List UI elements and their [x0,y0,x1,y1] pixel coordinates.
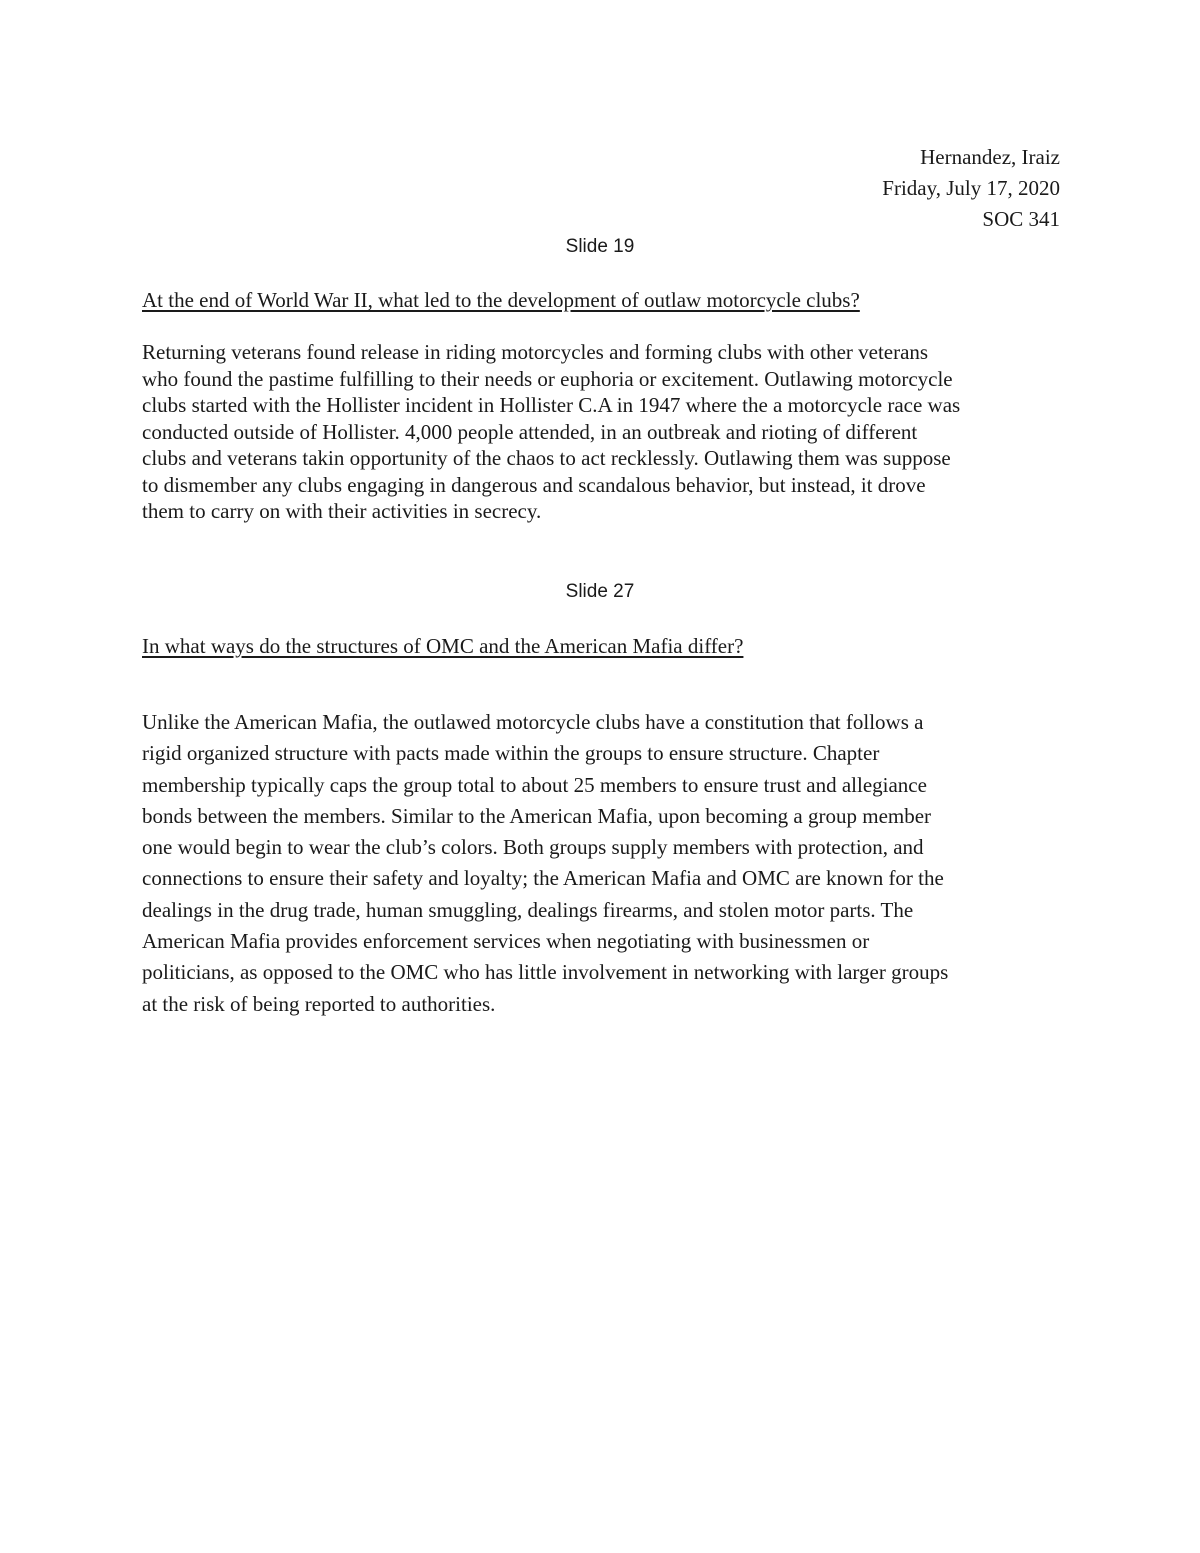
slide-label-1: Slide 19 [565,236,635,257]
answer-line: rigid organized structure with pacts made within the groups to ensure structure. Chapter [142,741,880,766]
answer-paragraph-2 [142,707,1072,1020]
author-name: Hernandez, Iraiz [920,145,1060,169]
answer-line: bonds between the members. Similar to the American Mafia, upon becoming a group member [142,803,932,828]
answer-line: one would begin to wear the club’s colors. Both groups supply members with protection, and [142,835,924,860]
answer-line: connections to ensure their safety and loyalty; the American Mafia and OMC are known for the [142,866,944,891]
answer-paragraph-1 [142,339,1072,525]
answer-line: who found the pastime fulfilling to their needs or euphoria or excitement. Outlawing motorcycle [142,366,953,391]
document-header [882,142,1060,235]
answer-line: American Mafia provides enforcement services when negotiating with businessmen or [142,929,870,954]
answer-line: clubs and veterans takin opportunity of the chaos to act recklessly. Outlawing them was suppose [142,446,951,470]
answer-line: at the risk of being reported to authorities. [142,991,496,1016]
slide-label-2: Slide 27 [565,581,635,602]
question-1: At the end of World War II, what led to the development of outlaw motorcycle clubs? [142,288,860,312]
answer-line: Unlike the American Mafia, the outlawed motorcycle clubs have a constitution that follows a [142,710,924,734]
answer-line: to dismember any clubs engaging in dangerous and scandalous behavior, but instead, it drove [142,472,926,497]
document-date: Friday, July 17, 2020 [882,176,1060,200]
answer-line: membership typically caps the group total to about 25 members to ensure trust and allegiance [142,772,927,797]
question-2: In what ways do the structures of OMC and the American Mafia differ? [142,634,744,658]
course-code: SOC 341 [982,207,1060,231]
answer-line: clubs started with the Hollister incident in Hollister C.A in 1947 where the a motorcycle race was [142,393,961,417]
answer-line: dealings in the drug trade, human smuggling, dealings firearms, and stolen motor parts. The [142,897,914,922]
answer-line: politicians, as opposed to the OMC who has little involvement in networking with larger groups [142,960,949,985]
answer-line: them to carry on with their activities in secrecy. [142,499,542,523]
answer-line: conducted outside of Hollister. 4,000 people attended, in an outbreak and rioting of different [142,419,918,444]
answer-line: Returning veterans found release in riding motorcycles and forming clubs with other veterans [142,340,929,364]
